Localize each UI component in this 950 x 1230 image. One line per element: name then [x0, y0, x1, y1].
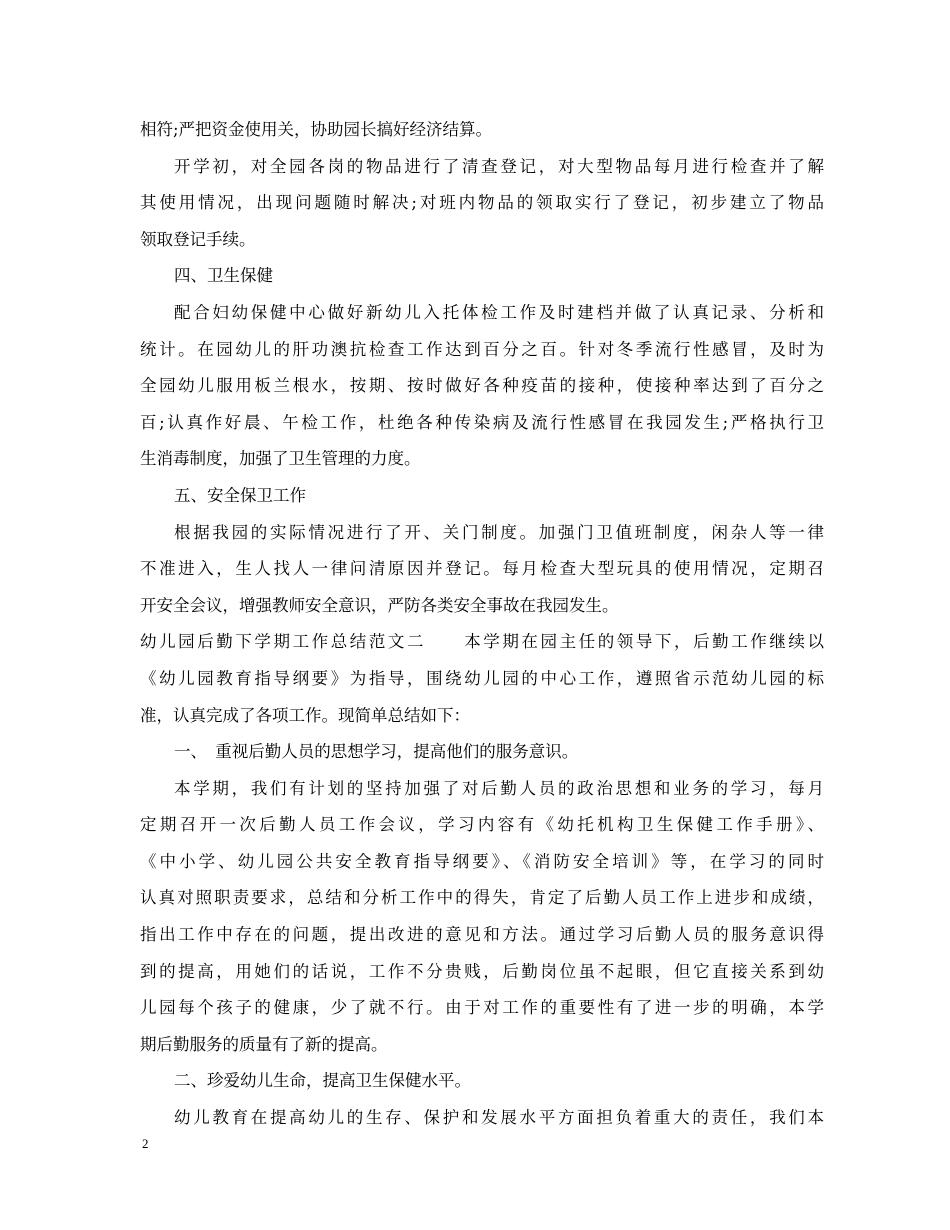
text-line: 准，认真完成了各项工作。现简单总结如下：	[140, 705, 470, 725]
document-body	[140, 112, 824, 1137]
text-line: 生消毒制度，加强了卫生管理的力度。	[140, 449, 421, 469]
text-line: 到的提高，用她们的话说，工作不分贵贱，后勤岗位虽不起眼，但它直接关系到幼	[140, 961, 824, 981]
text-line: 全园幼儿服用板兰根水，按期、按时做好各种疫苗的接种，使接种率达到了百分之	[140, 376, 824, 396]
text-line: 儿园每个孩子的健康，少了就不行。由于对工作的重要性有了进一步的明确，本学	[140, 998, 824, 1018]
text-line: 领取登记手续。	[140, 229, 256, 249]
text-line: 指出工作中存在的问题，提出改进的意见和方法。通过学习后勤人员的服务意识得	[140, 925, 824, 945]
section-heading: 五、安全保卫工作	[174, 485, 306, 505]
section-heading: 四、卫生保健	[174, 266, 273, 286]
text-line: 开安全会议，增强教师安全意识，严防各类安全事故在我园发生。	[140, 595, 619, 615]
text-line: 《中小学、幼儿园公共安全教育指导纲要》、《消防安全培训》等，在学习的同时	[140, 851, 824, 871]
text-line: 相符;严把资金使用关，协助园长搞好经济结算。	[140, 120, 493, 139]
text-line: 配合妇幼保健中心做好新幼儿入托体检工作及时建档并做了认真记录、分析和	[174, 302, 824, 322]
page-number: 2	[142, 1136, 149, 1151]
text-line: 《幼儿园教育指导纲要》为指导，围绕幼儿园的中心工作，遵照省示范幼儿园的标	[140, 668, 824, 688]
text-line: 不准进入，生人找人一律问清原因并登记。每月检查大型玩具的使用情况，定期召	[140, 559, 824, 579]
text-line: 幼儿园后勤下学期工作总结范文二 本学期在园主任的领导下，后勤工作继续以	[140, 632, 824, 652]
text-line: 百;认真作好晨、午检工作，杜绝各种传染病及流行性感冒在我园发生;严格执行卫	[140, 412, 824, 432]
text-line: 统计。在园幼儿的肝功澳抗检查工作达到百分之百。针对冬季流行性感冒，及时为	[140, 339, 824, 359]
text-line: 认真对照职责要求，总结和分析工作中的得失，肯定了后勤人员工作上进步和成绩，	[140, 888, 824, 908]
text-line: 幼儿教育在提高幼儿的生存、保护和发展水平方面担负着重大的责任，我们本	[174, 1108, 824, 1128]
section-heading: 一、 重视后勤人员的思想学习，提高他们的服务意识。	[174, 742, 579, 762]
text-line: 期后勤服务的质量有了新的提高。	[140, 1034, 388, 1054]
text-line: 定期召开一次后勤人员工作会议，学习内容有《幼托机构卫生保健工作手册》、	[140, 815, 824, 835]
section-heading: 二、珍爱幼儿生命，提高卫生保健水平。	[174, 1071, 471, 1091]
text-line: 开学初，对全园各岗的物品进行了清查登记，对大型物品每月进行检查并了解	[174, 156, 824, 176]
text-line: 其使用情况，出现问题随时解决;对班内物品的领取实行了登记，初步建立了物品	[140, 193, 824, 213]
text-line: 根据我园的实际情况进行了开、关门制度。加强门卫值班制度，闲杂人等一律	[174, 522, 824, 542]
text-line: 本学期，我们有计划的坚持加强了对后勤人员的政治思想和业务的学习，每月	[174, 778, 824, 798]
